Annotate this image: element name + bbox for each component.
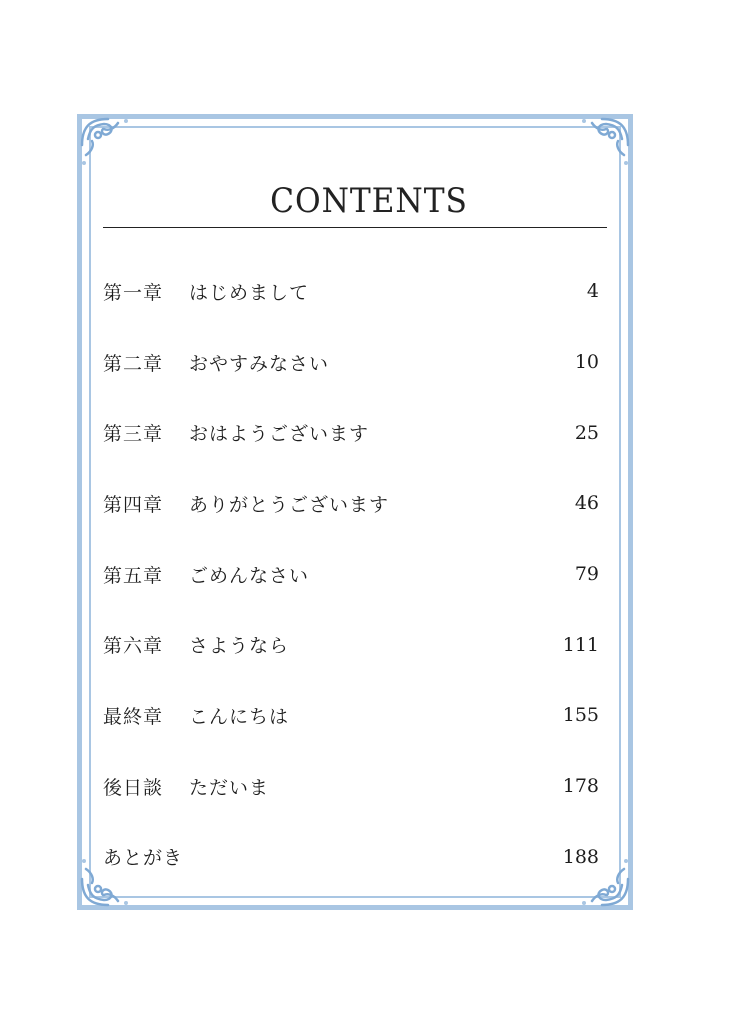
toc-entry[interactable] (103, 397, 599, 468)
page-number: 178 (562, 775, 599, 798)
page-number: 79 (574, 563, 599, 586)
page-number: 4 (586, 280, 599, 303)
chapter-label: 第二章 (103, 352, 164, 375)
chapter-label: 第六章 (103, 635, 164, 658)
table-of-contents (103, 256, 599, 892)
chapter-label: 第三章 (103, 423, 164, 446)
page-title: CONTENTS (270, 180, 468, 221)
page-number: 25 (574, 421, 599, 444)
corner-ornament-icon (78, 115, 132, 169)
chapter-label: 最終章 (103, 705, 164, 728)
toc-entry[interactable] (103, 680, 599, 751)
page-number: 46 (574, 492, 599, 515)
chapter-label: 後日談 (103, 776, 164, 799)
chapter-title: はじめまして (189, 281, 310, 304)
chapter-label: 第五章 (103, 564, 164, 587)
page-number: 155 (562, 704, 599, 727)
toc-entry[interactable] (103, 468, 599, 539)
toc-entry[interactable] (103, 609, 599, 680)
chapter-title: ごめんなさい (189, 564, 310, 587)
toc-entry[interactable] (103, 327, 599, 398)
chapter-title: こんにちは (189, 705, 290, 728)
page-number: 10 (574, 351, 599, 374)
toc-entry[interactable] (103, 256, 599, 327)
chapter-title: おやすみなさい (189, 352, 330, 375)
chapter-label: あとがき (103, 847, 184, 870)
chapter-title: おはようございます (189, 423, 370, 446)
chapter-label: 第四章 (103, 493, 164, 516)
chapter-title: ただいま (189, 776, 270, 799)
page-number: 188 (562, 845, 599, 868)
title-divider (103, 227, 607, 228)
chapter-title: ありがとうございます (189, 493, 390, 516)
toc-entry[interactable] (103, 751, 599, 822)
chapter-label: 第一章 (103, 281, 164, 304)
chapter-title: さようなら (189, 635, 290, 658)
toc-entry[interactable] (103, 822, 599, 893)
toc-entry[interactable] (103, 539, 599, 610)
corner-ornament-icon (578, 115, 632, 169)
page-number: 111 (562, 633, 599, 656)
